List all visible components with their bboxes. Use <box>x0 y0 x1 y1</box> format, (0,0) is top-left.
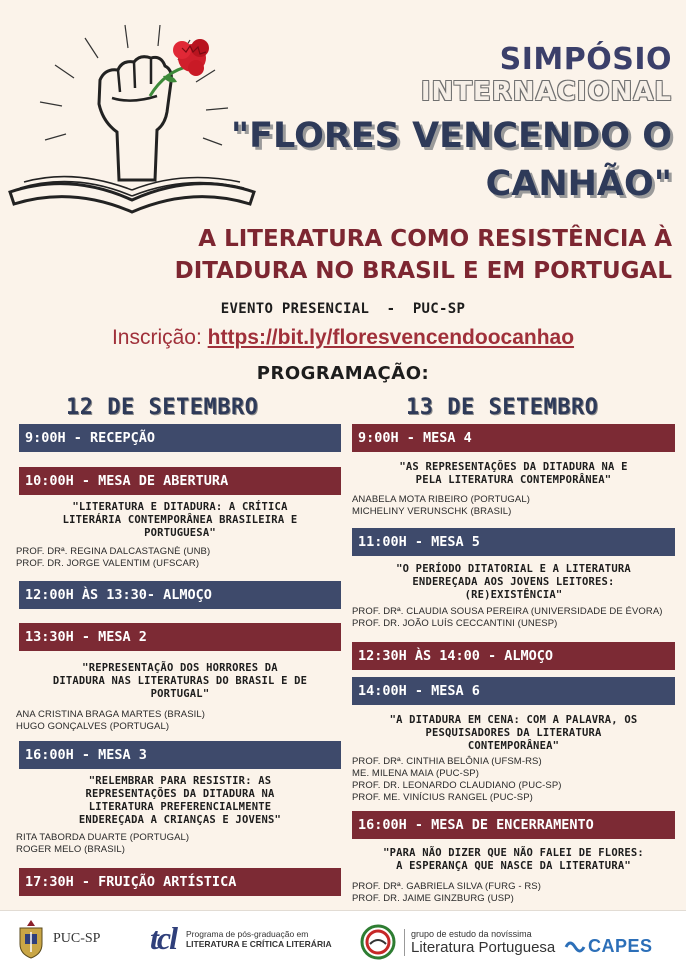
schedule-bar-lunch-day1: 12:00H ÀS 13:30- ALMOÇO <box>19 581 341 609</box>
speakers-mesa-4 <box>352 494 675 518</box>
gep-line-2: Literatura Portuguesa <box>411 938 556 956</box>
speaker: ANA CRISTINA BRAGA MARTES (BRASIL) <box>16 709 206 720</box>
speaker: ANABELA MOTA RIBEIRO (PORTUGAL) <box>352 494 531 505</box>
main-title-line-1: "FLORES VENCENDO O <box>230 116 672 156</box>
schedule-bar-artistic: 17:30H - FRUIÇÃO ARTÍSTICA <box>19 868 341 896</box>
talk-title-mesa-4 <box>352 461 675 487</box>
talk-line: "PARA NÃO DIZER QUE NÃO FALEI DE FLORES: <box>383 847 644 859</box>
schedule-bar-mesa-5: 11:00H - MESA 5 <box>352 528 675 556</box>
speaker: PROF. DR. JAIME GINZBURG (USP) <box>352 893 514 904</box>
speakers-mesa-6 <box>352 756 675 804</box>
speaker: MICHELINY VERUNSCHK (BRASIL) <box>352 506 512 517</box>
registration-label: Inscrição: <box>111 326 208 349</box>
talk-title-mesa-3 <box>22 775 338 827</box>
talk-line: "A DITADURA EM CENA: COM A PALAVRA, OS <box>389 714 638 726</box>
talk-title-mesa-2 <box>22 662 338 701</box>
speakers-closing <box>352 881 675 905</box>
title-internacional: INTERNACIONAL <box>420 77 672 107</box>
event-mode: EVENTO PRESENCIAL - PUC-SP <box>220 301 466 317</box>
schedule-bar-closing: 16:00H - MESA DE ENCERRAMENTO <box>352 811 675 839</box>
puc-sp-logo <box>16 918 100 960</box>
talk-line: "REPRESENTAÇÃO DOS HORRORES DA <box>82 662 278 674</box>
talk-line: "LITERATURA E DITADURA: A CRÍTICA <box>72 501 288 513</box>
day-1-heading: 12 DE SETEMBRO <box>66 395 259 420</box>
talk-title-opening <box>22 501 338 540</box>
talk-line: PORTUGUESA" <box>144 527 216 539</box>
talk-title-closing <box>352 847 675 873</box>
gep-logo <box>360 924 555 960</box>
speaker: ROGER MELO (BRASIL) <box>16 844 126 855</box>
speaker: HUGO GONÇALVES (PORTUGAL) <box>16 721 170 732</box>
talk-line: LITERATURA PREFERENCIALMENTE <box>88 801 272 813</box>
speakers-mesa-5 <box>352 606 675 630</box>
speaker: RITA TABORDA DUARTE (PORTUGAL) <box>16 832 190 843</box>
talk-title-mesa-5 <box>352 563 675 602</box>
schedule-bar-mesa-3: 16:00H - MESA 3 <box>19 741 341 769</box>
talk-line: ENDEREÇADA AOS JOVENS LEITORES: <box>412 576 615 588</box>
capes-wave-icon <box>564 937 586 957</box>
subtitle-line-1: A LITERATURA COMO RESISTÊNCIA À <box>198 226 672 252</box>
speaker: ME. MILENA MAIA (PUC-SP) <box>352 768 479 779</box>
schedule-bar-mesa-6: 14:00H - MESA 6 <box>352 677 675 705</box>
talk-line: DITADURA NAS LITERATURAS DO BRASIL E DE <box>52 675 308 687</box>
main-title <box>172 112 672 208</box>
talk-line: REPRESENTAÇÕES DA DITADURA NA <box>85 788 275 800</box>
speaker: PROF. DR. JORGE VALENTIM (UFSCAR) <box>16 558 200 569</box>
talk-line: A ESPERANÇA QUE NASCE DA LITERATURA" <box>396 860 631 872</box>
gep-text <box>404 929 555 956</box>
schedule-bar-lunch-day2: 12:30H ÀS 14:00 - ALMOÇO <box>352 642 675 670</box>
talk-line: CONTEMPORÂNEA" <box>467 740 560 752</box>
speaker: PROF. DRª. CLAUDIA SOUSA PEREIRA (UNIVERSIDADE DE ÉVORA) <box>352 606 663 617</box>
speaker: PROF. DR. JOÃO LUÍS CECCANTINI (UNESP) <box>352 618 558 629</box>
speakers-mesa-2 <box>16 709 338 733</box>
speaker: PROF. DRª. GABRIELA SILVA (FURG - RS) <box>352 881 541 892</box>
fist-icon <box>99 57 171 180</box>
speakers-opening <box>16 546 338 570</box>
tcl-line-1: Programa de pós-graduação em <box>185 928 309 939</box>
speakers-mesa-3 <box>16 832 338 856</box>
registration-link[interactable]: https://bit.ly/floresvencendoocanhao <box>207 326 575 349</box>
capes-label: CAPES <box>588 936 653 956</box>
schedule-bar-mesa-2: 13:30H - MESA 2 <box>19 623 341 651</box>
schedule-bar-mesa-4: 9:00H - MESA 4 <box>352 424 675 452</box>
talk-line: PELA LITERATURA CONTEMPORÂNEA" <box>415 474 612 486</box>
speaker: PROF. DRª. REGINA DALCASTAGNÈ (UNB) <box>16 546 211 557</box>
subtitle <box>112 223 672 287</box>
talk-line: "AS REPRESENTAÇÕES DA DITADURA NA E <box>399 461 628 473</box>
talk-line: PORTUGAL" <box>150 688 210 700</box>
program-heading: PROGRAMAÇÃO: <box>256 363 430 384</box>
title-simposio: SIMPÓSIO <box>499 42 672 77</box>
capes-logo <box>564 936 653 957</box>
tcl-mark: tcl <box>150 920 176 956</box>
talk-line: "RELEMBRAR PARA RESISTIR: AS <box>88 775 272 787</box>
puc-crest-icon <box>16 918 46 960</box>
talk-line: (RE)EXISTÊNCIA" <box>464 589 563 601</box>
schedule-bar-reception: 9:00H - RECEPÇÃO <box>19 424 341 452</box>
registration-line <box>0 326 686 350</box>
schedule-bar-opening: 10:00H - MESA DE ABERTURA <box>19 467 341 495</box>
speaker: PROF. DRª. CINTHIA BELÔNIA (UFSM-RS) <box>352 756 542 767</box>
main-title-line-2: CANHÃO" <box>485 164 672 204</box>
puc-sp-label: PUC-SP <box>53 931 101 946</box>
talk-line: LITERÁRIA CONTEMPORÂNEA BRASILEIRA E <box>62 514 298 526</box>
speaker: PROF. ME. VINÍCIUS RANGEL (PUC-SP) <box>352 792 533 803</box>
tcl-logo <box>150 920 332 957</box>
tcl-text <box>186 929 332 949</box>
speaker: PROF. DR. LEONARDO CLAUDIANO (PUC-SP) <box>352 780 562 791</box>
tcl-line-2: LITERATURA E CRÍTICA LITERÁRIA <box>185 938 332 949</box>
day-2-heading: 13 DE SETEMBRO <box>406 395 599 420</box>
talk-title-mesa-6 <box>352 714 675 753</box>
talk-line: PESQUISADORES DA LITERATURA <box>425 727 602 739</box>
talk-line: ENDEREÇADA A CRIANÇAS E JOVENS" <box>78 814 282 826</box>
talk-line: "O PERÍODO DITATORIAL E A LITERATURA <box>396 563 631 575</box>
gep-line-1: grupo de estudo da novíssima <box>411 928 532 939</box>
subtitle-line-2: DITADURA NO BRASIL E EM PORTUGAL <box>174 258 672 284</box>
gep-emblem-icon <box>360 924 396 960</box>
